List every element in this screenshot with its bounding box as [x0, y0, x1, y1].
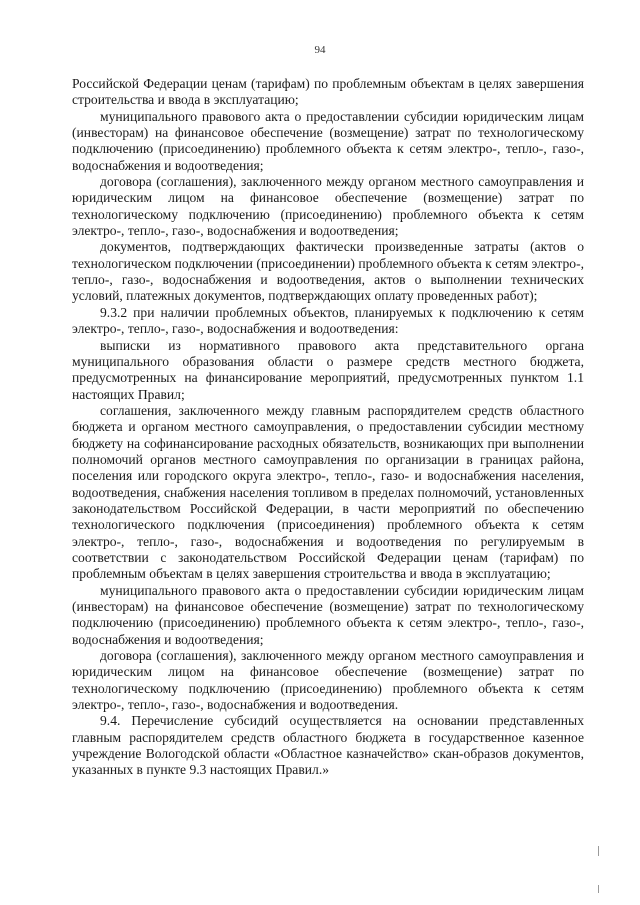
paragraph-contract: договора (соглашения), заключенного между органом местного самоуправления и юридическим лицом на финансовое обеспечение (возмещение) затрат по технологическому подключению (присоединению) проблемного объекта к сетям электро-, тепло-, газо-, водоснабжения и водоотведения;: [72, 174, 584, 239]
scan-edge-mark: [598, 846, 599, 856]
paragraph-clause-9-3-2: 9.3.2 при наличии проблемных объектов, планируемых к подключению к сетям электро-, тепло-, газо-, водоснабжения и водоотведения:: [72, 304, 584, 337]
paragraph-budget-extract: выписки из нормативного правового акта представительного органа муниципального образования области о размере средств местного бюджета, предусмотренных на финансирование мероприятий, предусмотренных пунктом 1.1 настоящих Правил;: [72, 337, 584, 402]
paragraph-contract-2: договора (соглашения), заключенного между органом местного самоуправления и юридическим лицом на финансовое обеспечение (возмещение) затрат по технологическому подключению (присоединению) проблемного объекта к сетям электро-, тепло-, газо-, водоснабжения и водоотведения.: [72, 648, 584, 713]
paragraph-municipal-act-2: муниципального правового акта о предоставлении субсидии юридическим лицам (инвесторам) на финансовое обеспечение (возмещение) затрат по технологическому подключению (присоединению) проблемного объекта к сетям электро-, тепло-, газо-, водоснабжения и водоотведения;: [72, 582, 584, 647]
scan-edge-mark: [598, 885, 599, 893]
paragraph-clause-9-4: 9.4. Перечисление субсидий осуществляется на основании представленных главным распорядителем средств областного бюджета в государственное казенное учреждение Вологодской области «Областное казначейство» скан-образов документов, указанных в пункте 9.3 настоящих Правил.»: [72, 713, 584, 778]
paragraph-expense-documents: документов, подтверждающих фактически произведенные затраты (актов о технологическом подключении (присоединении) проблемного объекта к сетям электро-, тепло-, газо-, водоснабжения и водоотведения, актов о выполнении технических условий, платежных документов, подтверждающих оплату проведенных работ);: [72, 239, 584, 304]
paragraph-municipal-act: муниципального правового акта о предоставлении субсидии юридическим лицам (инвесторам) на финансовое обеспечение (возмещение) затрат по технологическому подключению (присоединению) проблемного объекта к сетям электро-, тепло-, газо-, водоснабжения и водоотведения;: [72, 108, 584, 173]
page-number: 94: [314, 44, 326, 56]
document-body: [72, 76, 584, 779]
paragraph-agreement: соглашения, заключенного между главным распорядителем средств областного бюджета и органом местного самоуправления, о предоставлении субсидии местному бюджету на софинансирование расходных обязательств, возникающих при выполнении полномочий органов местного самоуправления по организации в границах района, поселения или городского округа электро-, тепло-, газо- и водоснабжения населения, водоотведения, снабжения населения топливом в пределах полномочий, установленных законодательством Российской Федерации, в части мероприятий по обеспечению технологического подключения (присоединения) проблемного объекта к сетям электро-, тепло-, газо-, водоснабжения и водоотведения по регулируемым в соответствии с законодательством Российской Федерации ценам (тарифам) по проблемным объектам в целях завершения строительства и ввода в эксплуатацию;: [72, 402, 584, 582]
paragraph-continuation: Российской Федерации ценам (тарифам) по проблемным объектам в целях завершения строительства и ввода в эксплуатацию;: [72, 76, 584, 108]
